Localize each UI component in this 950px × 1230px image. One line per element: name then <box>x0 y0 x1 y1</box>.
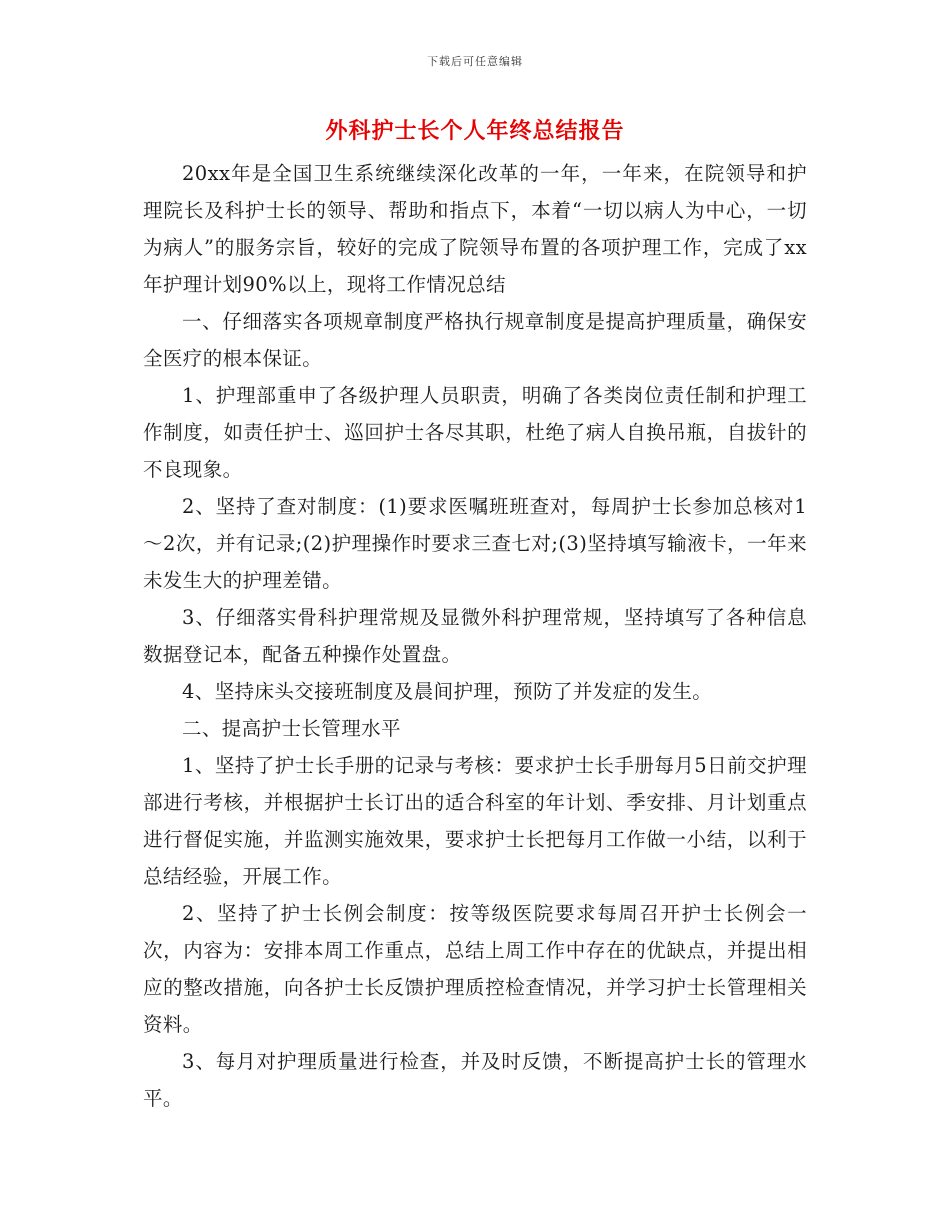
paragraph-2-2: 2、坚持了护士长例会制度：按等级医院要求每周召开护士长例会一次，内容为：安排本周工作重点，总结上周工作中存在的优缺点，并提出相应的整改措施，向各护士长反馈护理质控检查情况，并学习护士长管理相关资料。 <box>143 902 807 1036</box>
paragraph-2-3: 3、每月对护理质量进行检查，并及时反馈，不断提高护士长的管理水平。 <box>143 1050 807 1110</box>
document-title: 外科护士长个人年终总结报告 <box>325 118 625 144</box>
paragraph-1-1: 1、护理部重申了各级护理人员职责，明确了各类岗位责任制和护理工作制度，如责任护士、巡回护士各尽其职，杜绝了病人自换吊瓶，自拔针的不良现象。 <box>143 384 807 481</box>
document-body <box>143 155 807 1117</box>
paragraph-1-4: 4、坚持床头交接班制度及晨间护理，预防了并发症的发生。 <box>182 680 713 703</box>
header-note: 下载后可任意编辑 <box>427 55 523 68</box>
paragraph-2-1: 1、坚持了护士长手册的记录与考核：要求护士长手册每月5日前交护理部进行考核，并根据护士长订出的适合科室的年计划、季安排、月计划重点进行督促实施，并监测实施效果，要求护士长把每月工作做一小结，以利于总结经验，开展工作。 <box>143 754 807 888</box>
paragraph-1-2: 2、坚持了查对制度：(1)要求医嘱班班查对，每周护士长参加总核对1～2次，并有记录;(2)护理操作时要求三查七对;(3)坚持填写输液卡，一年来未发生大的护理差错。 <box>143 495 807 592</box>
paragraph-section-2-heading: 二、提高护士长管理水平 <box>182 717 401 740</box>
paragraph-section-1-heading: 一、仔细落实各项规章制度严格执行规章制度是提高护理质量，确保安全医疗的根本保证。 <box>143 310 807 370</box>
paragraph-intro: 20xx年是全国卫生系统继续深化改革的一年，一年来，在院领导和护理院长及科护士长的领导、帮助和指点下，本着“一切以病人为中心，一切为病人”的服务宗旨，较好的完成了院领导布置的各项护理工作，完成了xx年护理计划90%以上，现将工作情况总结 <box>143 162 807 296</box>
paragraph-1-3: 3、仔细落实骨科护理常规及显微外科护理常规，坚持填写了各种信息数据登记本，配备五种操作处置盘。 <box>143 606 807 666</box>
